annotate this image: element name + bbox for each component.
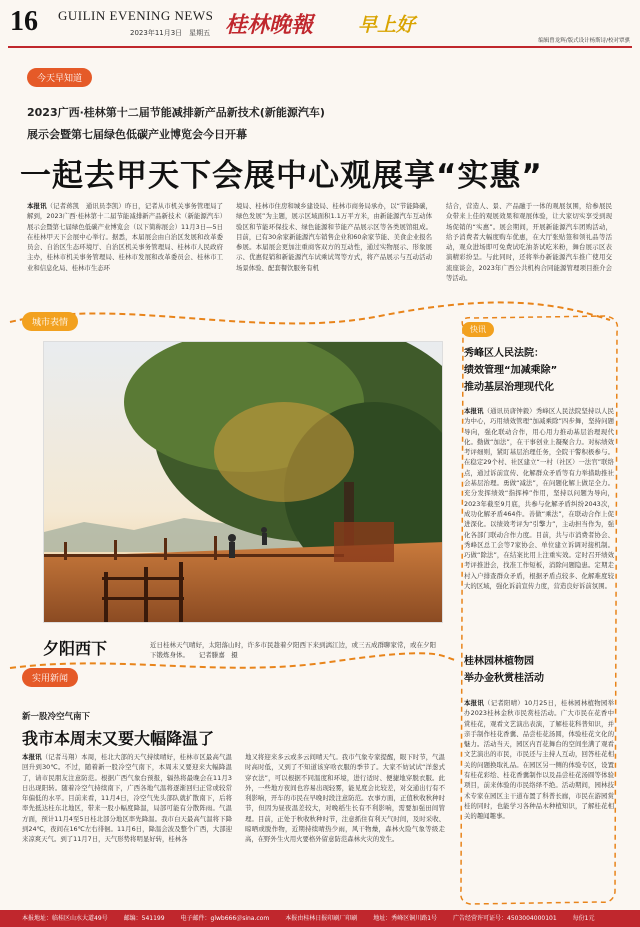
lead-subtitle: 展示会暨第七届绿色低碳产业博览会今日开幕 xyxy=(27,128,247,141)
lead-column-2: 境局、桂林市住房和城乡建设局、桂林市商务局承办，以“节能降碳，绿色发展”为主题，展示区域面积1.1万平方米，由新能源汽车互动体验区和节能环保技术、绿色能源和节能产品展示区等各类展馆组成。目前，已有30余家新能源汽车销售企业和60余家节能、美食企业报名参展。本届展会更加注重商客双方的互动性，通过实物展示、形象展示、优惠促销和新能源汽车试乘试驾等方式，将产品展示与互动活动场景体验、配套餐饮服务有机 xyxy=(236,202,432,272)
weather-headline: 我市本周末又要大幅降温了 xyxy=(22,729,215,748)
court-headline-line2: 绩效管理“加减乘除” xyxy=(464,365,558,376)
garden-byline-note: （记者阳晴） xyxy=(484,699,525,707)
weather-column-1-text: 本周，桂北大部的天气持续晴好，桂林市区最高气温回升到30℃。不过，随着新一股冷空气南下，本周末又要迎来大幅降温了，请市民朋友注意防范。根据广西气象台预报，辐热将最晚会在11月3日出现阳转。随着冷空气持续南下，广西各地气温将逐渐回归正常或较常年偏低的水平。目前来看，11月4日，冷空气先头部队就扩散南下，后将率先抵达桂东北地区，带来一股小幅度降温，局部可能有分散阵雨。气温方面，预计11月4至5日桂北部分地区率先降温。我市白天最高气温将下降到24℃，夜间在16℃左右徘徊。11月6日，降温会波及整个广西，大部迎来凉爽天气。到了11月7日，天气形势将明显好转，桂林各 xyxy=(22,753,232,844)
brand-logo: 桂林晚報 xyxy=(225,12,314,38)
footer-price: 每份1元 xyxy=(572,915,595,922)
photo-title: 夕阳西下 xyxy=(43,639,108,658)
footer-email: 电子邮件：glwb666＠sina.com xyxy=(180,915,270,922)
lead-headline: 一起去甲天下会展中心观展享“实惠” xyxy=(20,158,543,194)
court-byline-note: （通讯员唐钟毅） xyxy=(483,407,536,415)
issue-date: 2023年11月3日 星期五 xyxy=(130,29,211,37)
court-headline xyxy=(464,345,614,396)
footer-printer: 本报由桂林日报印刷厂印刷 xyxy=(285,915,358,922)
footer-address: 本报地址：临桂区山水大道49号 xyxy=(22,915,108,922)
court-headline-line1: 秀峰区人民法院： xyxy=(464,348,544,359)
garden-headline xyxy=(464,653,614,687)
section-tag-practical: 实用新闻 xyxy=(22,668,78,687)
garden-article xyxy=(464,698,614,898)
footer-postcode: 邮编：541199 xyxy=(123,915,165,922)
footer-ad-license: 广告经营许可证号：4503004000101 xyxy=(453,915,557,922)
garden-headline-line2: 举办金秋赏桂活动 xyxy=(464,673,544,684)
section-tag-today: 今天早知道 xyxy=(27,68,92,87)
section-logo: 早上好 xyxy=(358,14,416,36)
weather-column-2: 地又将迎来多云或多云间晴天气。我市气象专家提醒，眼下时节，气温时高时低，又到了不知道该穿啥衣服的季节了。大家不妨试试“洋葱式穿衣法”，可以根据不同温度和环境，进行适时、便捷地穿脱衣服。此外，一些地方夜间也容易出现轻雾，能见度会比较差，对交通出行有不利影响，开车的市民在早晚时段注意防范。农事方面，正值秋收秋种时节，但因为昼夜温差较大，对晚稻生长有不利影响，需要加强田间管理。目前，正处于秋收秋种时节，注意抓住有利天气时间，及时采收、晾晒或脱作物，近期持续晴热少雨，风干物燥，森林火险气象等级走高，在野外生火用火要格外留意防范森林火灾的发生。 xyxy=(245,753,445,844)
weather-kicker: 新一股冷空气南下 xyxy=(22,712,91,722)
weather-column-1 xyxy=(22,752,232,900)
garden-article-text: 10月25日，桂林园林植物园举办2023桂林金秋市民赏桂活动。广大市民在花香中赏桂花，观看文艺演出表演，了解桂花科普知识，并亲手制作桂花香囊、品尝桂花汤圆，体验桂花文化的魅力。活动当天，园区内百花舞台的空间坐满了观看文艺演出的市民，市民还与主持人互动，回答桂花相关的问题换取礼品。在园区另一侧的体验专区，设置有桂花彩绘、桂花香囊制作以及品尝桂花汤圆等体验项目，前来体验的市民络绎不绝。活动期间，园林技术专家在园区主干道布置了科普长廊，市民在游园赏桂的同时，也能学习各种品木种植知识，了解桂花相关的趣闻趣事。 xyxy=(464,699,614,821)
masthead-rule xyxy=(8,46,632,48)
court-byline: 本报讯 xyxy=(464,407,484,415)
sunset-riverside-photo xyxy=(43,341,443,623)
section-tag-city: 城市表情 xyxy=(22,312,78,331)
garden-byline: 本报讯 xyxy=(464,699,485,707)
footer-bar xyxy=(0,910,640,927)
section-tag-flash: 快讯 xyxy=(462,322,494,337)
court-article-text: 秀峰区人民法院坚持以人民为中心，巧用绩效管理“加减乘除”四步舞，坚持问题导向，强化联动合作，用心用力推动基层治理现代化。勤做“加法”，在干事创业上凝聚合力。对标绩效考评细则，紧盯基层治理任务，全院干警积极参与。在稳定29个村、社区建立“一村（社区）一法官”联络点，通过诉前宣传、化解群众矛盾等有力举措助推社会基层治理。勇做“减法”，在问题化解上做足全力。充分发挥绩效“指挥棒”作用，坚持以问题为导向，2023年截至9月底，共参与化解矛盾纠纷2043次，成功化解矛盾464件。善做“乘法”，在联动合作上促进深化。以绩效考评为“引擎力”，主动担当作为，强化各部门联动合作力度。目前，共与市消费者协会、秀峰区总工会等7家协会、单位建立诉调对接机制。巧做“除法”，在结案比用上注重实效。定时召开绩效考评推进会，找准工作短板，消除问题隐患。定期走村入户排查群众矛盾，根据矛盾点较多、化解难度较大的区域，强化诉前宣传力度，营造良好诉前氛围。 xyxy=(464,407,614,591)
footer-printer-address: 地址：秀峰区铜川路1号 xyxy=(373,915,438,922)
lead-column-3: 结合，营造人、景、产品融于一体的观展氛围，给参展民众带来上佳的观展效果和观展体验，让大家切实享受到现场促销的“实惠”。展会期间，开展新能源汽车团购活动，给予消费者大幅度购车优惠，在大厅张贴签和领礼品等活动，观众进场即可免费试吃油茶试吃米粉，舞台展示区表演精彩纷呈。与此同时，还将举办新能源汽车推广使用交流座谈会，2023年广西公共机构合同能源管理项目推介会等活动。 xyxy=(446,202,612,283)
lead-byline: 本报讯 xyxy=(27,202,47,210)
lead-byline-note: （记者蒋凯 通讯员李凯） xyxy=(46,202,126,210)
court-headline-line3: 推动基层治理现代化 xyxy=(464,382,554,393)
weather-byline-note: （记者马翔） xyxy=(41,753,82,761)
lead-column-1 xyxy=(27,201,223,299)
weather-byline: 本报讯 xyxy=(22,753,42,761)
garden-headline-line1: 桂林园林植物园 xyxy=(464,656,534,667)
photo-caption: 近日桂林天气晴好，太阳落山时，许多市民趁着夕阳西下来到漓江边，或三五成群聊家常，或在夕阳下锻炼身体。 记者滕嘉 摄 xyxy=(150,641,436,659)
lead-kicker: 2023广西·桂林第十二届节能减排新产品新技术(新能源汽车) xyxy=(27,106,325,119)
court-article xyxy=(464,406,614,638)
page-number: 16 xyxy=(10,6,38,37)
editor-credits: 编辑曾龙辉/版式设计杨斯诗/校对覃骐 xyxy=(538,38,630,44)
paper-name-en: GUILIN EVENING NEWS xyxy=(58,8,214,23)
lead-column-1-text: 昨日，记者从市机关事务管理局了解到，2023广西·桂林第十二届节能减排新产品新技术（新能源汽车）展示会暨第七届绿色低碳产业博览会（以下简称展会）11月3日—5日在桂林甲天下会展中心举行。据悉，本届展会由自治区发展和改革委员会、自治区生态环境厅、自治区机关事务管理局、桂林市人民政府主办，桂林市机关事务管理局、桂林市发展和改革委员会、桂林市工业和信息化局、桂林市生态环 xyxy=(27,202,223,272)
